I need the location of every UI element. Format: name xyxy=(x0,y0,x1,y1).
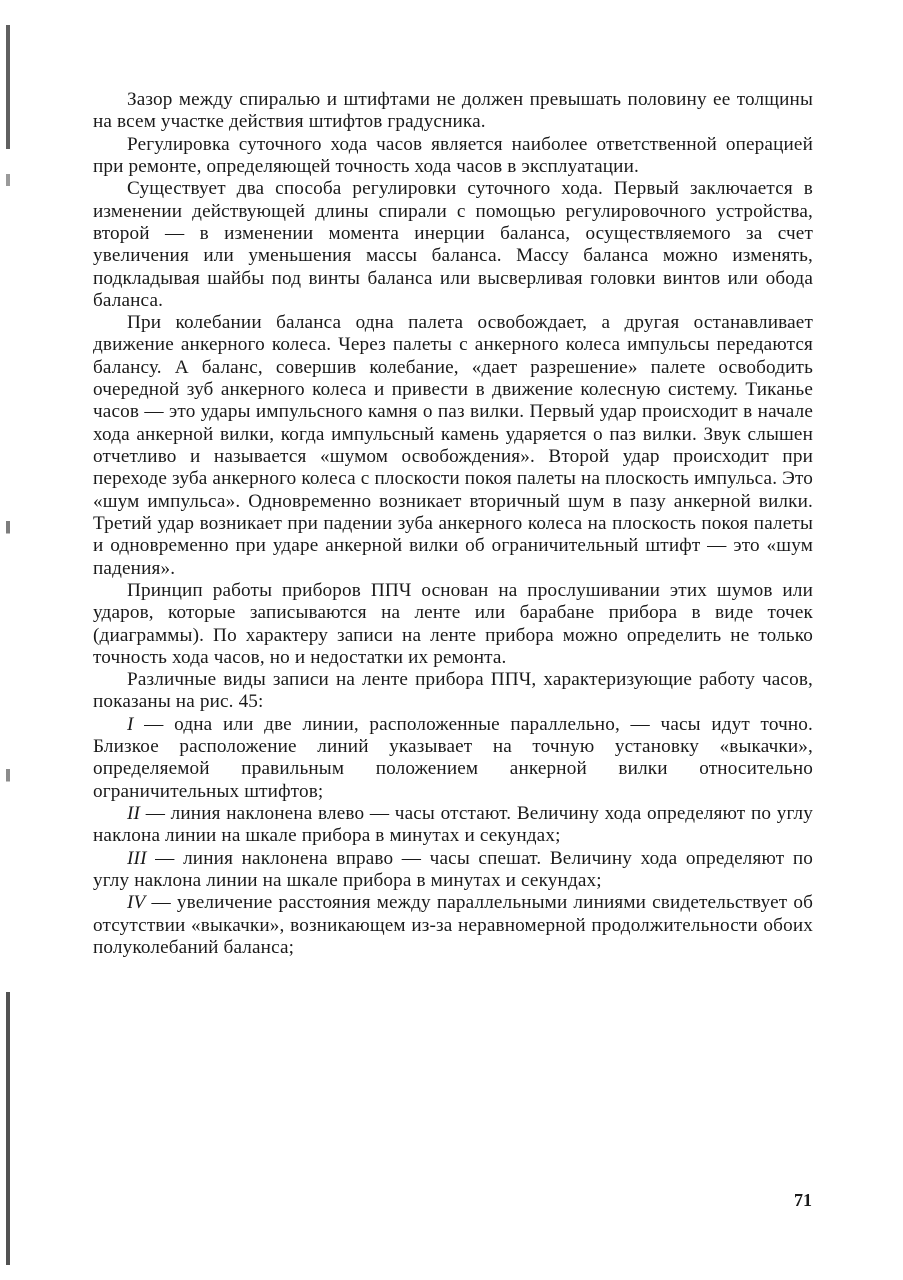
list-numeral: II xyxy=(127,803,141,824)
scan-edge-shadow xyxy=(6,25,10,1265)
list-numeral: III xyxy=(127,847,147,869)
list-item-text: — одна или две линии, расположенные параллельно, — часы идут точно. Близкое расположение линий указывает на точную установку «выкачки», определяемой правильным положением анкерной вилки относительно ограничительных штифтов; xyxy=(93,713,813,802)
list-item-text: — увеличение расстояния между параллельными линиями свидетельствует об отсутствии «выкачки», возникающем из-за неравномерной продолжительности обоих полуколебаний баланса; xyxy=(93,892,813,958)
page-number: 71 xyxy=(794,1190,812,1210)
list-item-ii xyxy=(93,803,813,848)
list-numeral: I xyxy=(127,713,134,735)
paragraph-record-types-intro: Различные виды записи на ленте прибора ППЧ, характеризующие работу часов, показаны на рис. 45: xyxy=(93,669,813,713)
list-item-text: — линия наклонена вправо — часы спешат. Величину хода определяют по углу наклона линии на шкале прибора в минутах и секундах; xyxy=(93,847,813,891)
paragraph-balance-oscillation: При колебании баланса одна палета освобождает, а другая останавливает движение анкерного колеса. Через палеты с анкерного колеса импульсы передаются балансу. А баланс, совершив колебание, «дает разрешение» палете освободить очередной зуб анкерного колеса и привести в движение колесную систему. Тиканье часов — это удары импульсного камня о паз вилки. Первый удар происходит в начале хода анкерной вилки, когда импульсный камень ударяется о паз вилки. Звук слышен отчетливо и называется «шумом освобождения». Второй удар происходит при переходе зуба анкерного колеса с плоскости покоя палеты на плоскость импульса. Это «шум импульса». Одновременно возникает вторичный шум в пазу анкерной вилки. Третий удар возникает при падении зуба анкерного колеса на плоскость покоя палеты и одновременно при ударе анкерной вилки об ограничительный штифт — это «шум падения». xyxy=(93,312,813,579)
list-item-text: — линия наклонена влево — часы отстают. Величину хода определяют по углу наклона линии на шкале прибора в минутах и секундах; xyxy=(93,803,813,847)
paragraph-daily-rate-regulation: Регулировка суточного хода часов является наиболее ответственной операцией при ремонте, определяющей точность хода часов в эксплуатации. xyxy=(93,133,813,177)
list-numeral: IV xyxy=(127,892,146,914)
list-item-iv xyxy=(93,892,813,959)
paragraph-spiral-gap: Зазор между спиралью и штифтами не должен превышать половину ее толщины на всем участке действия штифтов градусника. xyxy=(93,89,813,133)
paragraph-ppch-principle: Принцип работы приборов ППЧ основан на прослушивании этих шумов или ударов, которые записываются на ленте или барабане прибора в виде точек (диаграммы). По характеру записи на ленте прибора можно определить не только точность хода часов, но и недостатки их ремонта. xyxy=(93,579,813,668)
paragraph-regulation-methods: Существует два способа регулировки суточного хода. Первый заключается в изменении действующей длины спирали с помощью регулировочного устройства, второй — в изменении момента инерции баланса, осуществляемого за счет увеличения или уменьшения массы баланса. Массу баланса можно изменять, подкладывая шайбы под винты баланса или высверливая головки винтов или обода баланса. xyxy=(93,178,813,311)
list-item-iii xyxy=(93,848,813,893)
page-body xyxy=(93,89,813,959)
list-item-i xyxy=(93,714,813,803)
